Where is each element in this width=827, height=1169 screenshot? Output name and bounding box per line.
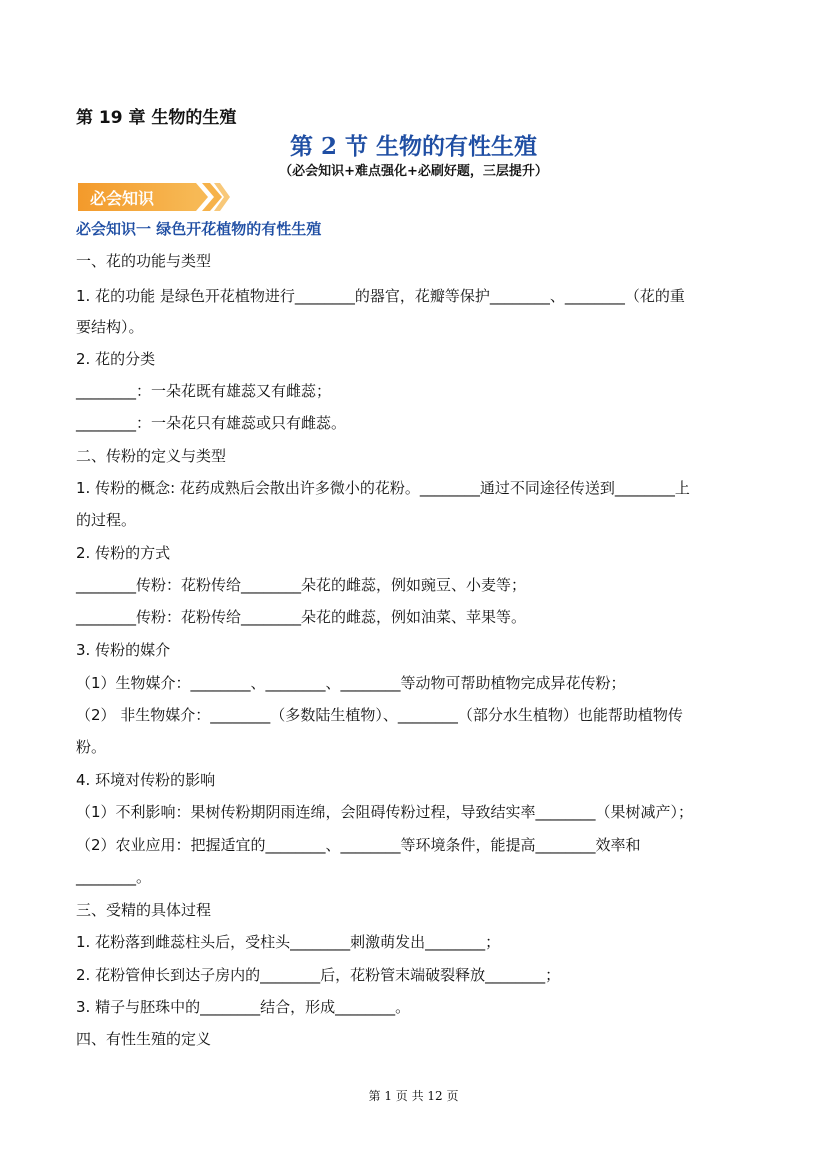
section-title: 必会知识一 绿色开花植物的有性生殖: [76, 220, 322, 238]
text-line: （1）生物媒介：________、________、________等动物可帮助植物完成异花传粉；: [76, 674, 626, 692]
text-line: 1. 传粉的概念: 花药成熟后会散出许多微小的花粉。________通过不同途径传送到________上: [76, 479, 690, 497]
page-footer: 第 1 页 共 12 页: [368, 1089, 459, 1103]
text-line: 2. 传粉的方式: [76, 544, 171, 562]
banner-label: 必会知识: [90, 189, 155, 208]
page-subtitle: （必会知识+难点强化+必刷好题，三层提升）: [279, 164, 548, 179]
text-line: 4. 环境对传粉的影响: [76, 771, 216, 789]
page-title: 第 2 节 生物的有性生殖: [289, 133, 538, 160]
text-line: 3. 精子与胚珠中的________结合，形成________。: [76, 998, 411, 1016]
text-line: 2. 花粉管伸长到达子房内的________后，花粉管末端破裂释放________；: [76, 966, 561, 984]
text-line: （2） 非生物媒介：________（多数陆生植物）、________（部分水生植物）也能帮助植物传: [76, 706, 683, 724]
text-line: 1. 花粉落到雌蕊柱头后，受柱头________刺激萌发出________；: [76, 933, 501, 951]
text-line: 2. 花的分类: [76, 350, 156, 368]
text-line: 要结构）。: [76, 318, 144, 336]
section-banner: [78, 181, 230, 213]
chapter-heading: 第 19 章 生物的生殖: [76, 108, 237, 128]
text-line: 三、受精的具体过程: [76, 901, 212, 919]
text-line: 一、花的功能与类型: [76, 252, 212, 270]
text-line: 的过程。: [76, 511, 137, 529]
text-line: 粉。: [76, 738, 107, 756]
text-line: ________：一朵花只有雄蕊或只有雌蕊。: [76, 414, 347, 432]
text-line: ________。: [76, 868, 152, 886]
text-line: （2）农业应用：把握适宜的________、________等环境条件，能提高________效率和: [76, 836, 641, 854]
text-line: 四、有性生殖的定义: [76, 1030, 212, 1048]
text-line: 二、传粉的定义与类型: [76, 447, 227, 465]
text-line: （1）不利影响：果树传粉期阴雨连绵，会阻碍传粉过程，导致结实率________（果树减产）；: [76, 803, 694, 821]
text-line: ________传粉：花粉传给________朵花的雌蕊，例如油菜、苹果等。: [76, 608, 527, 626]
text-line: 3. 传粉的媒介: [76, 641, 171, 659]
text-line: ________传粉：花粉传给________朵花的雌蕊，例如豌豆、小麦等；: [76, 576, 527, 594]
text-line: ________：一朵花既有雄蕊又有雌蕊；: [76, 382, 332, 400]
text-line: 1. 花的功能 是绿色开花植物进行________的器官，花瓣等保护________、________（花的重: [76, 287, 685, 305]
